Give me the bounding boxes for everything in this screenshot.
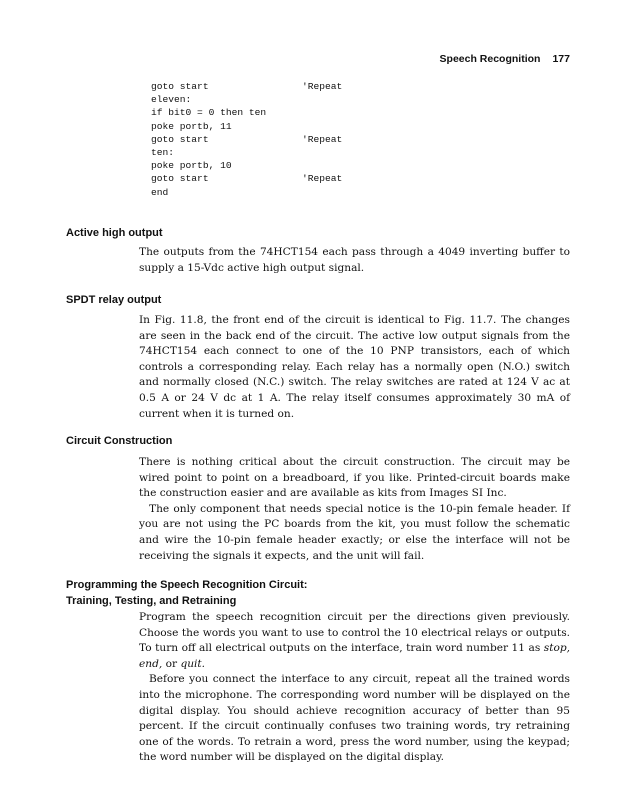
construction-body <box>139 455 570 564</box>
paragraph <box>139 610 570 672</box>
heading-spdt-relay-output: SPDT relay output <box>66 294 162 306</box>
code-line <box>151 186 266 199</box>
spdt-body <box>139 313 570 422</box>
paragraph: The only component that needs special notice is the 10-pin female header. If you are not using the PC boards from the kit, you must follow the schematic and wire the 10-pin female header exactly; or else the interface will not be receiving the signals it expects, and the unit will fail. <box>139 502 570 562</box>
code-line <box>151 80 343 93</box>
code-text: poke portb, 11 <box>151 120 232 132</box>
paragraph: There is nothing critical about the circuit construction. The circuit may be wired point to point on a breadboard, if you like. Printed-circuit boards make the construction easier and are available as kits from Images SI Inc. <box>139 456 570 500</box>
code-text: goto start <box>151 173 209 185</box>
code-line <box>151 93 266 106</box>
emphasis-text: stop, end, <box>139 642 570 670</box>
code-line <box>151 106 266 119</box>
paragraph-text: or <box>162 657 181 670</box>
heading-line: Programming the Speech Recognition Circuit: <box>66 579 308 591</box>
code-line <box>151 146 266 159</box>
running-head <box>440 53 570 65</box>
page-number: 177 <box>552 53 570 65</box>
code-text: end <box>151 186 169 198</box>
code-text: goto start <box>151 133 209 145</box>
programming-body <box>139 610 570 766</box>
running-head-title: Speech Recognition <box>439 53 541 65</box>
code-text: goto start <box>151 81 209 92</box>
code-line <box>151 172 343 185</box>
heading-active-high-output: Active high output <box>66 227 163 239</box>
paragraph: The outputs from the 74HCT154 each pass through a 4049 inverting buffer to supply a 15-Vdc active high output signal. <box>139 246 570 274</box>
code-line <box>151 159 266 172</box>
active-high-body <box>139 245 570 276</box>
paragraph: Before you connect the interface to any circuit, repeat all the trained words into the microphone. The corresponding word number will be displayed on the digital display. You should achieve recognition accuracy of better than 95 percent. If the circuit continually confuses two training words, try retraining one of the words. To retrain a word, press the word number, using the keypad; the word number will be displayed on the digital display. <box>139 673 570 764</box>
code-comment: 'Repeat <box>302 81 343 92</box>
code-comment: 'Repeat <box>302 173 343 185</box>
code-comment: 'Repeat <box>302 133 343 145</box>
code-listing <box>151 80 343 199</box>
code-text: ten: <box>151 146 175 158</box>
heading-programming <box>66 577 307 609</box>
code-text: if bit0 = 0 then ten <box>151 107 267 119</box>
paragraph-text: Program the speech recognition circuit per the directions given previously. Choose the words you want to use to control the 10 electrical relays or outputs. To turn off all electrical outputs on the interface, train word number 11 as <box>139 611 570 655</box>
code-line <box>151 120 266 133</box>
emphasis-text: quit. <box>180 657 206 670</box>
code-text: eleven: <box>151 94 192 106</box>
heading-line: Training, Testing, and Retraining <box>66 595 237 607</box>
heading-circuit-construction: Circuit Construction <box>66 435 173 447</box>
paragraph: In Fig. 11.8, the front end of the circuit is identical to Fig. 11.7. The changes are seen in the back end of the circuit. The active low output signals from the 74HCT154 each connect to one of the 10 PNP transistors, each of which controls a corresponding relay. Each relay has a normally open (N.O.) switch and normally closed (N.C.) switch. The relay switches are rated at 124 V ac at 0.5 A or 24 V dc at 1 A. The relay itself consumes approximately 30 mA of current when it is turned on. <box>139 314 570 420</box>
code-text: poke portb, 10 <box>151 160 232 172</box>
code-line <box>151 133 343 146</box>
